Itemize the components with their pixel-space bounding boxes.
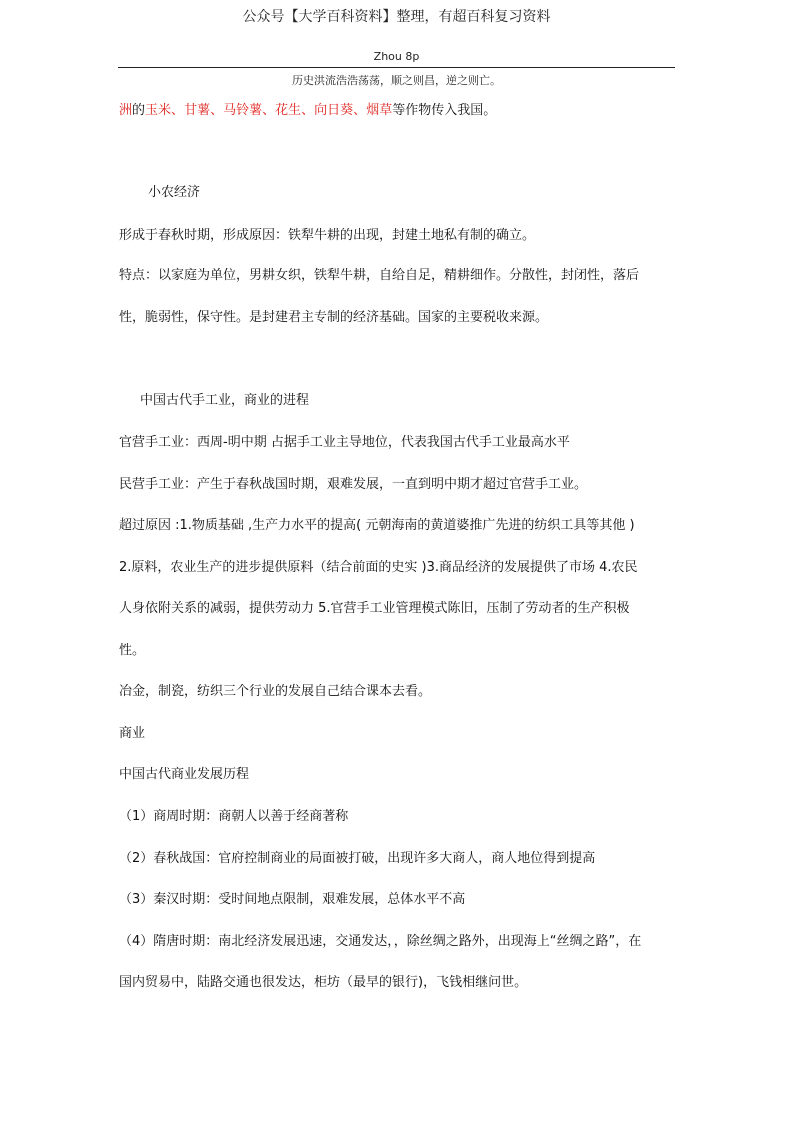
watermark-text: 公众号【大学百科资料】整理，有超百科复习资料 [242,9,551,25]
section-heading-small-farming: 小农经济 [148,185,201,200]
intro-line [119,103,496,119]
crop-3: 马铃薯 [223,103,263,118]
crop-sep: 、 [301,103,315,118]
list-item: （1）商周时期：商朝人以善于经商著称 [119,809,349,824]
list-item: （3）秦汉时期：受时间地点限制，艰难发展，总体水平不高 [119,892,466,907]
crop-6: 烟草 [366,103,393,118]
paragraph-industries-note: 冶金，制瓷，纺织三个行业的发展自己结合课本去看。 [119,684,432,699]
crop-sep: 、 [210,103,224,118]
intro-de: 的 [132,103,146,118]
intro-suffix: 等作物传入我国。 [392,103,497,118]
paragraph-features: 特点：以家庭为单位，男耕女织，铁犁牛耕，自给自足，精耕细作。分散性，封闭性，落后 [119,268,640,283]
crop-1: 玉米 [145,103,172,118]
header-divider [118,67,675,68]
list-item: （4）隋唐时期：南北经济发展迅速，交通发达，，除丝绸之路外，出现海上“丝绸之路”，在 [119,934,642,949]
intro-prefix: 洲 [119,103,133,118]
header-motto: 历史洪流浩浩荡荡，顺之则昌，逆之则亡。 [292,74,501,87]
section-heading-commerce: 商业 [119,726,146,741]
paragraph-reasons-cont: 2.原料，农业生产的进步提供原料（结合前面的史实 )3.商品经济的发展提供了市场 4.农民 [119,560,638,575]
section-heading-handicraft: 中国古代手工业，商业的进程 [140,393,310,408]
crop-sep: 、 [262,103,276,118]
crop-5: 向日葵 [314,103,354,118]
paragraph-reasons-end: 性。 [119,643,146,658]
paragraph-private-handicraft: 民营手工业：产生于春秋战国时期，艰难发展，一直到明中期才超过官营手工业。 [119,477,588,492]
paragraph-features-cont: 性，脆弱性，保守性。是封建君主专制的经济基础。国家的主要税收来源。 [119,310,549,325]
paragraph-formation: 形成于春秋时期，形成原因：铁犁牛耕的出现，封建土地私有制的确立。 [119,228,536,243]
crop-sep: 、 [353,103,367,118]
list-item-cont: 国内贸易中，陆路交通也很发达，柜坊（最早的银行)，飞钱相继问世。 [119,975,528,990]
crop-2: 甘薯 [184,103,211,118]
paragraph-official-handicraft: 官营手工业：西周-明中期 占据手工业主导地位，代表我国古代手工业最高水平 [119,435,570,450]
paragraph-reasons-cont: 人身依附关系的减弱，提供劳动力 5.官营手工业管理模式陈旧，压制了劳动者的生产积极 [119,601,630,616]
paragraph-reasons: 超过原因 :1.物质基础 ,生产力水平的提高( 元朝海南的黄道婆推广先进的纺织工具等其他 ) [119,518,635,533]
page-label: Zhou 8p [373,50,420,63]
crop-sep: 、 [171,103,185,118]
crop-4: 花生 [275,103,302,118]
list-item: （2）春秋战国：官府控制商业的局面被打破，出现许多大商人，商人地位得到提高 [119,851,596,866]
commerce-subheading: 中国古代商业发展历程 [119,767,250,782]
